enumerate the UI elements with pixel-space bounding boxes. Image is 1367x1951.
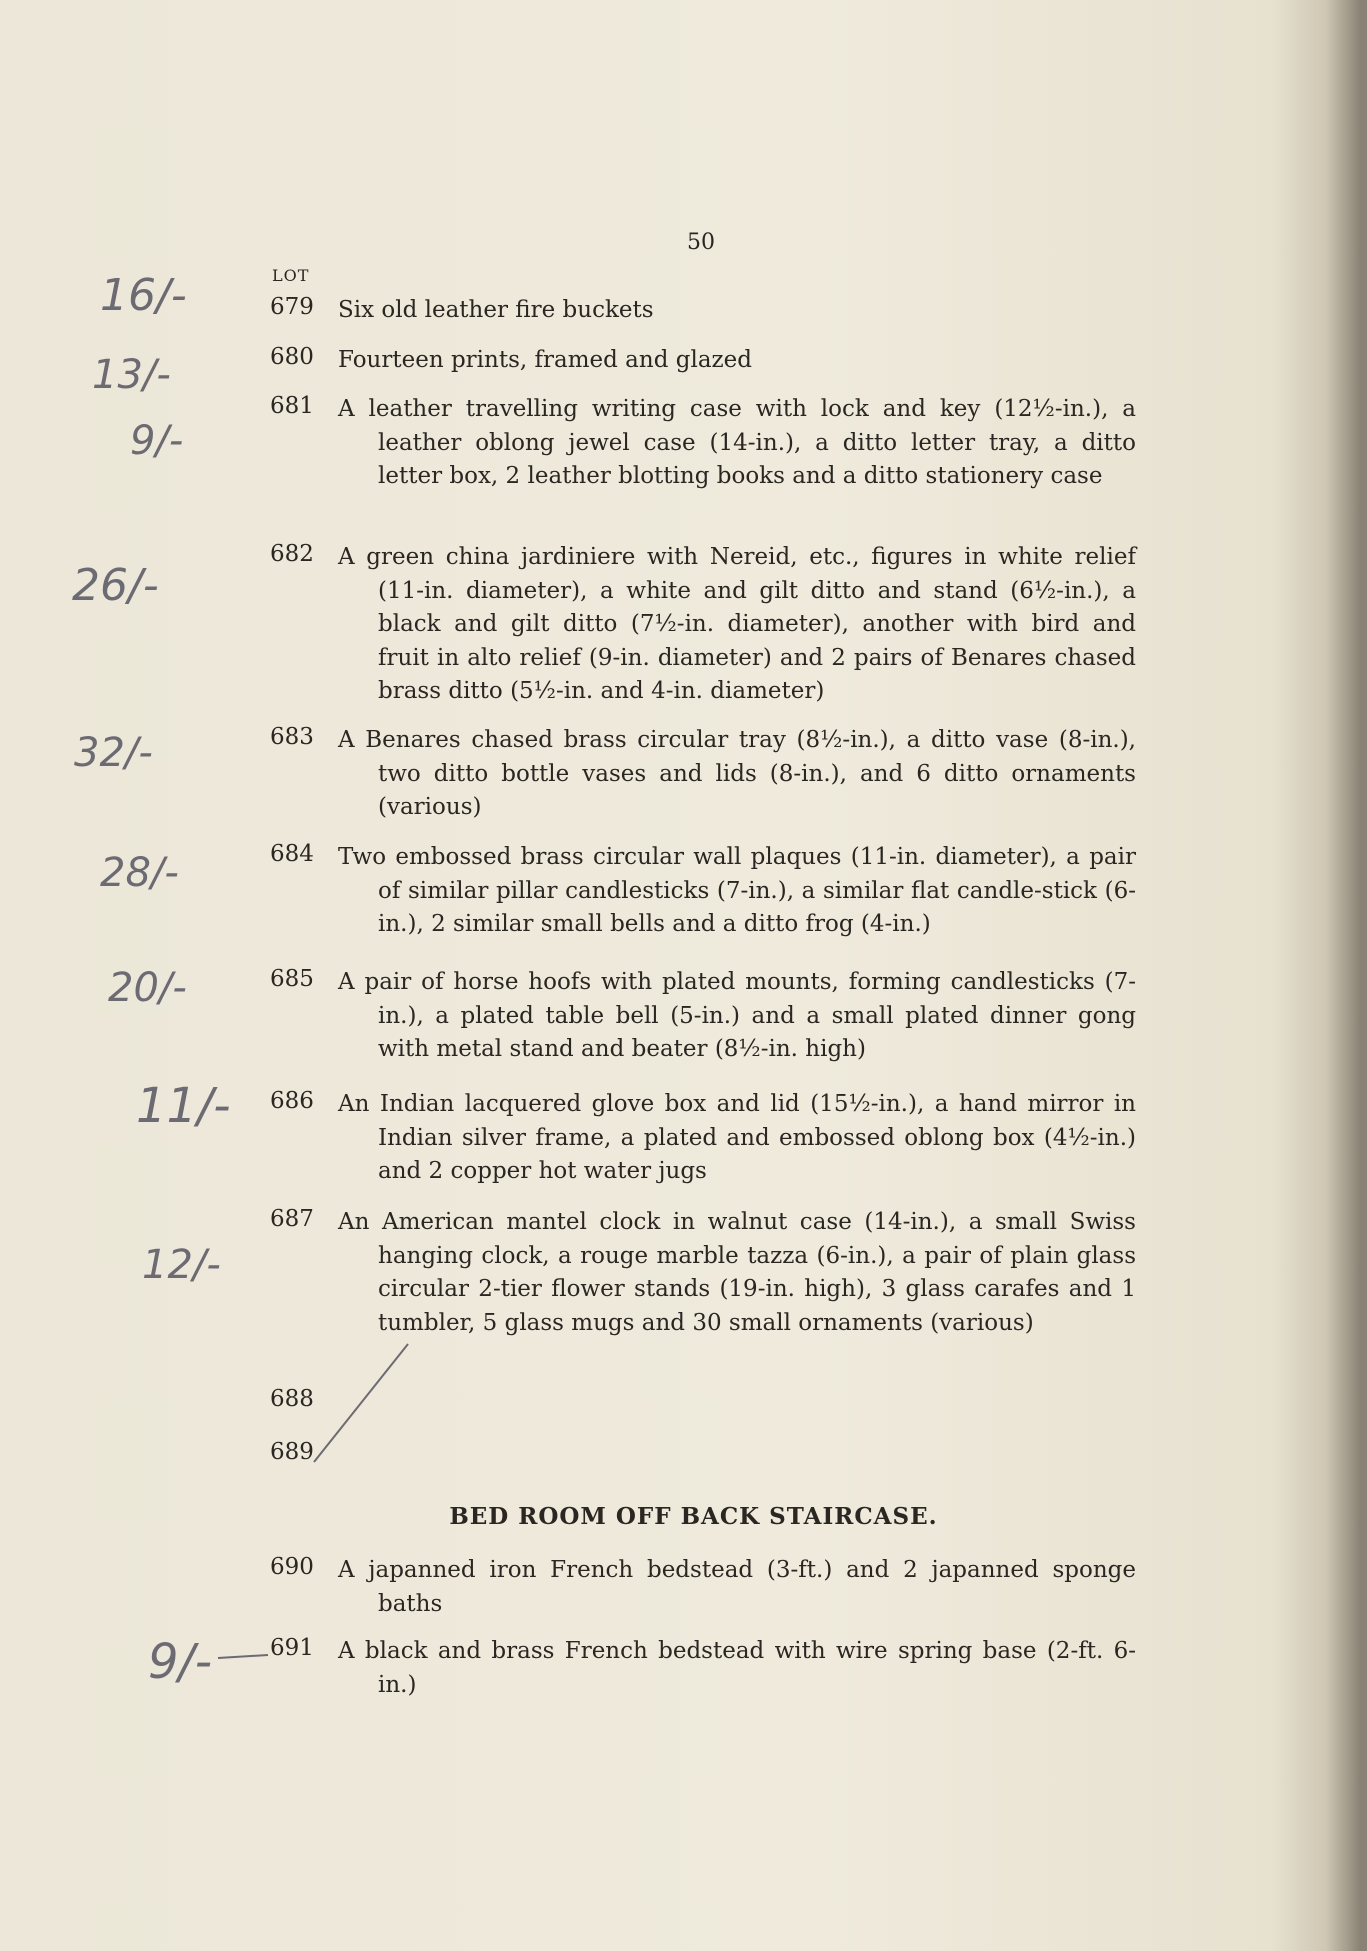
- lot-number: 682: [270, 541, 314, 567]
- lot-description: A black and brass French bedstead with wire spring base (2-ft. 6-in.): [338, 1638, 1136, 1698]
- lot-description: An Indian lacquered glove box and lid (15½-in.), a hand mirror in Indian silver frame, a plated and embossed oblong box (4½-in.) and 2 copper hot water jugs: [338, 1091, 1136, 1184]
- lot-number: 685: [270, 966, 314, 992]
- lot-number: 689: [270, 1439, 314, 1465]
- lot-number: 687: [270, 1206, 314, 1232]
- lot-number: 691: [270, 1635, 314, 1661]
- handwritten-price: 28/-: [100, 850, 179, 896]
- pen-cross-out-stroke: [314, 1344, 408, 1462]
- handwritten-price: 32/-: [74, 730, 153, 776]
- handwritten-price: 20/-: [108, 965, 187, 1011]
- lot-description: A Benares chased brass circular tray (8½-in.), a ditto vase (8-in.), two ditto bottle vases and lids (8-in.), and 6 ditto ornaments (various): [338, 727, 1136, 820]
- lot-number: 686: [270, 1088, 314, 1114]
- lot-description: Two embossed brass circular wall plaques (11-in. diameter), a pair of similar pillar candlesticks (7-in.), a similar flat candle-stick (6-in.), 2 similar small bells and a ditto frog (4-in.): [338, 844, 1136, 937]
- handwritten-price: 13/-: [92, 352, 171, 398]
- lot-description: Fourteen prints, framed and glazed: [338, 347, 752, 373]
- lot-description: Six old leather fire buckets: [338, 297, 654, 323]
- handwritten-price: 11/-: [136, 1078, 231, 1134]
- lot-description: A japanned iron French bedstead (3-ft.) and 2 japanned sponge baths: [338, 1557, 1136, 1617]
- pen-leader-stroke: [218, 1655, 268, 1658]
- lot-description: A leather travelling writing case with lock and key (12½-in.), a leather oblong jewel case (14-in.), a ditto letter tray, a ditto letter box, 2 leather blotting books and a ditto stationery case: [338, 396, 1136, 489]
- lot-description: A pair of horse hoofs with plated mounts, forming candlesticks (7-in.), a plated table bell (5-in.) and a small plated dinner gong with metal stand and beater (8½-in. high): [338, 969, 1136, 1062]
- lot-number: 688: [270, 1386, 314, 1412]
- lot-number: 684: [270, 841, 314, 867]
- page-number: 50: [687, 230, 715, 255]
- lot-number: 683: [270, 724, 314, 750]
- lot-number: 680: [270, 344, 314, 370]
- handwritten-price: 9/-: [130, 418, 184, 464]
- lot-number: 679: [270, 294, 314, 320]
- lot-description: An American mantel clock in walnut case (14-in.), a small Swiss hanging clock, a rouge marble tazza (6-in.), a pair of plain glass circular 2-tier flower stands (19-in. high), 3 glass carafes and 1 tumbler, 5 glass mugs and 30 small ornaments (various): [338, 1209, 1136, 1336]
- handwritten-price: 12/-: [142, 1242, 221, 1288]
- lot-description: A green china jardiniere with Nereid, etc., figures in white relief (11-in. diameter), a white and gilt ditto and stand (6½-in.), a black and gilt ditto (7½-in. diameter), another with bird and fruit in alto relief (9-in. diameter) and 2 pairs of Benares chased brass ditto (5½-in. and 4-in. diameter): [338, 544, 1136, 704]
- handwritten-price: 26/-: [72, 560, 159, 611]
- section-heading: BED ROOM OFF BACK STAIRCASE.: [449, 1503, 938, 1530]
- lot-number: 681: [270, 393, 314, 419]
- handwritten-price: 16/-: [100, 270, 187, 321]
- handwritten-price: 9/-: [148, 1634, 213, 1690]
- lot-number: 690: [270, 1554, 314, 1580]
- lot-column-header: LOT: [272, 266, 310, 285]
